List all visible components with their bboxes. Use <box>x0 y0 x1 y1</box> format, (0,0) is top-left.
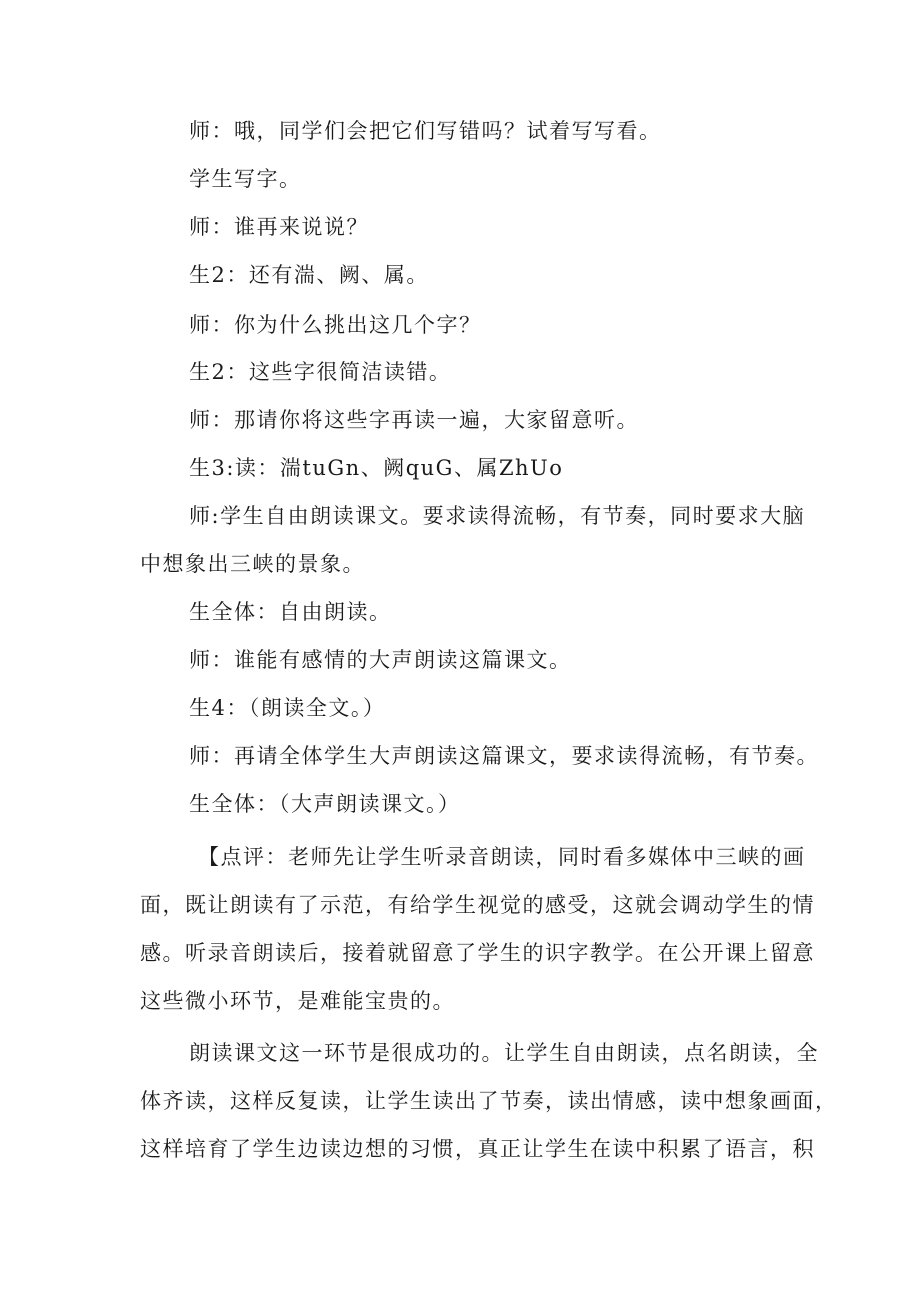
dialogue-line: 生4：（朗读全文。） <box>189 696 386 720</box>
dialogue-line: 师:学生自由朗读课文。要求读得流畅，有节奏，同时要求大脑 <box>189 504 806 528</box>
comment-paragraph-line: 感。听录音朗读后，接着就留意了学生的识字教学。在公开课上留意 <box>140 941 815 965</box>
body-paragraph-line: 朗读课文这一环节是很成功的。让学生自由朗读，点名朗读，全 <box>189 1041 819 1065</box>
dialogue-line: 师：谁能有感情的大声朗读这篇课文。 <box>189 648 572 672</box>
dialogue-line: 师：谁再来说说？ <box>189 215 369 239</box>
body-paragraph-line: 这样培育了学生边读边想的习惯，真正让学生在读中积累了语言，积 <box>140 1137 815 1161</box>
dialogue-line: 师：你为什么挑出这几个字？ <box>189 313 482 337</box>
dialogue-line: 生2：这些字很简洁读错。 <box>189 360 452 384</box>
dialogue-line: 生全体：（大声朗读课文。） <box>189 792 461 816</box>
comment-paragraph-line: 这些微小环节，是难能宝贵的。 <box>140 989 455 1013</box>
comment-paragraph-line: 【点评：老师先让学生听录音朗读，同时看多媒体中三峡的画 <box>198 845 806 869</box>
dialogue-line: 师：那请你将这些字再读一遍，大家留意听。 <box>189 408 639 432</box>
body-paragraph-line: 体齐读，这样反复读，让学生读出了节奏，读出情感，读中想象画面， <box>140 1089 838 1113</box>
dialogue-line: 师：哦，同学们会把它们写错吗？试着写写看。 <box>189 119 662 143</box>
dialogue-line: 生2：还有湍、阙、属。 <box>189 263 429 287</box>
dialogue-line: 学生写字。 <box>189 167 302 191</box>
comment-paragraph-line: 面，既让朗读有了示范，有给学生视觉的感受，这就会调动学生的情 <box>140 893 815 917</box>
dialogue-line-continued: 中想象出三峡的景象。 <box>140 552 365 576</box>
dialogue-line: 师：再请全体学生大声朗读这篇课文，要求读得流畅，有节奏。 <box>189 744 819 768</box>
dialogue-line: 生全体：自由朗读。 <box>189 600 392 624</box>
dialogue-line: 生3:读：湍tuGn、阙quG、属ZhUo <box>189 456 564 480</box>
